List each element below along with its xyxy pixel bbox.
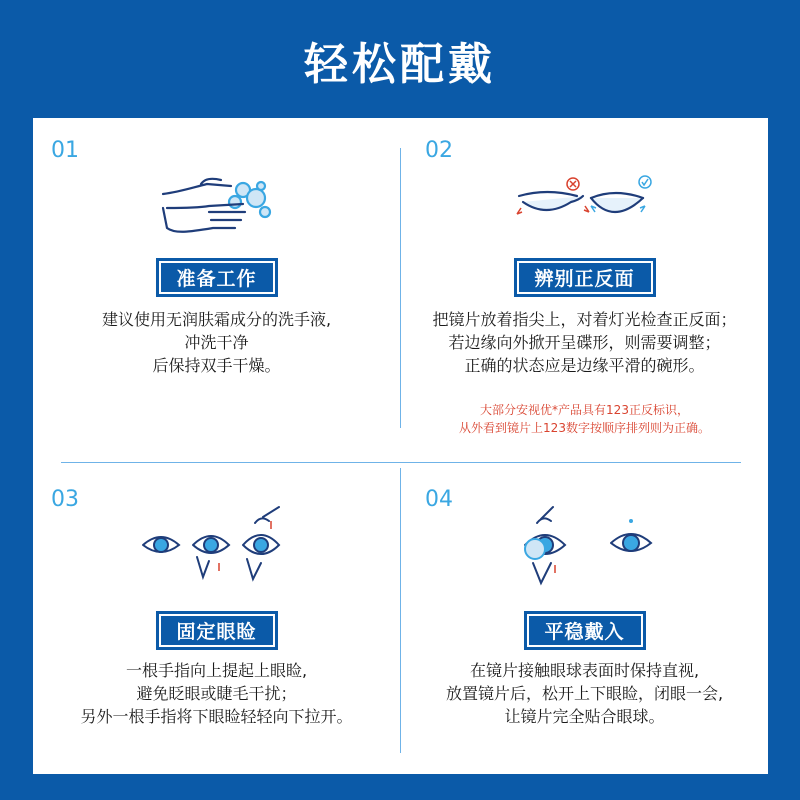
step-label: 辨别正反面 (515, 260, 653, 295)
page-title: 轻松配戴 (304, 39, 496, 90)
step-3 (33, 463, 400, 791)
desc-line: 避免眨眼或睫毛干扰； (136, 684, 297, 703)
note-line: 从外看到镜片上123数字按顺序排列则为正确。 (459, 421, 710, 435)
desc-line: 另外一根手指将下眼睑轻轻向下拉开。 (80, 707, 353, 726)
lens-shape-compare-icon (401, 160, 768, 250)
step-number: 01 (51, 138, 79, 163)
step-2 (401, 118, 768, 446)
hand-washing-icon (33, 160, 400, 250)
desc-line: 放置镜片后，松开上下眼睑，闭眼一会, (445, 684, 724, 703)
step-description (33, 308, 400, 377)
note-line: 大部分安视优*产品具有123正反标识， (480, 403, 689, 417)
step-1 (33, 118, 400, 446)
desc-line: 若边缘向外掀开呈碟形，则需要调整； (448, 333, 721, 352)
desc-line: 把镜片放着指尖上，对着灯光检查正反面； (432, 310, 737, 329)
eyelid-hold-icon (33, 501, 400, 591)
step-description (401, 659, 768, 728)
lens-insert-icon (401, 501, 768, 591)
step-label: 准备工作 (157, 260, 275, 295)
step-number: 04 (425, 487, 453, 512)
desc-line: 一根手指向上提起上眼睑, (125, 661, 308, 680)
step-note (401, 401, 768, 437)
step-label: 固定眼睑 (157, 613, 275, 648)
desc-line: 后保持双手干燥。 (152, 356, 281, 375)
desc-line: 让镜片完全贴合眼球。 (504, 707, 665, 726)
step-number: 03 (51, 487, 79, 512)
step-label: 平稳戴入 (525, 613, 643, 648)
step-4 (401, 463, 768, 791)
steps-panel (33, 118, 768, 774)
desc-line: 正确的状态应是边缘平滑的碗形。 (464, 356, 705, 375)
desc-line: 建议使用无润肤霜成分的洗手液, (101, 310, 332, 329)
desc-line: 冲洗干净 (184, 333, 249, 352)
desc-line: 在镜片接触眼球表面时保持直视, (469, 661, 700, 680)
step-description (33, 659, 400, 728)
step-description (401, 308, 768, 377)
step-number: 02 (425, 138, 453, 163)
